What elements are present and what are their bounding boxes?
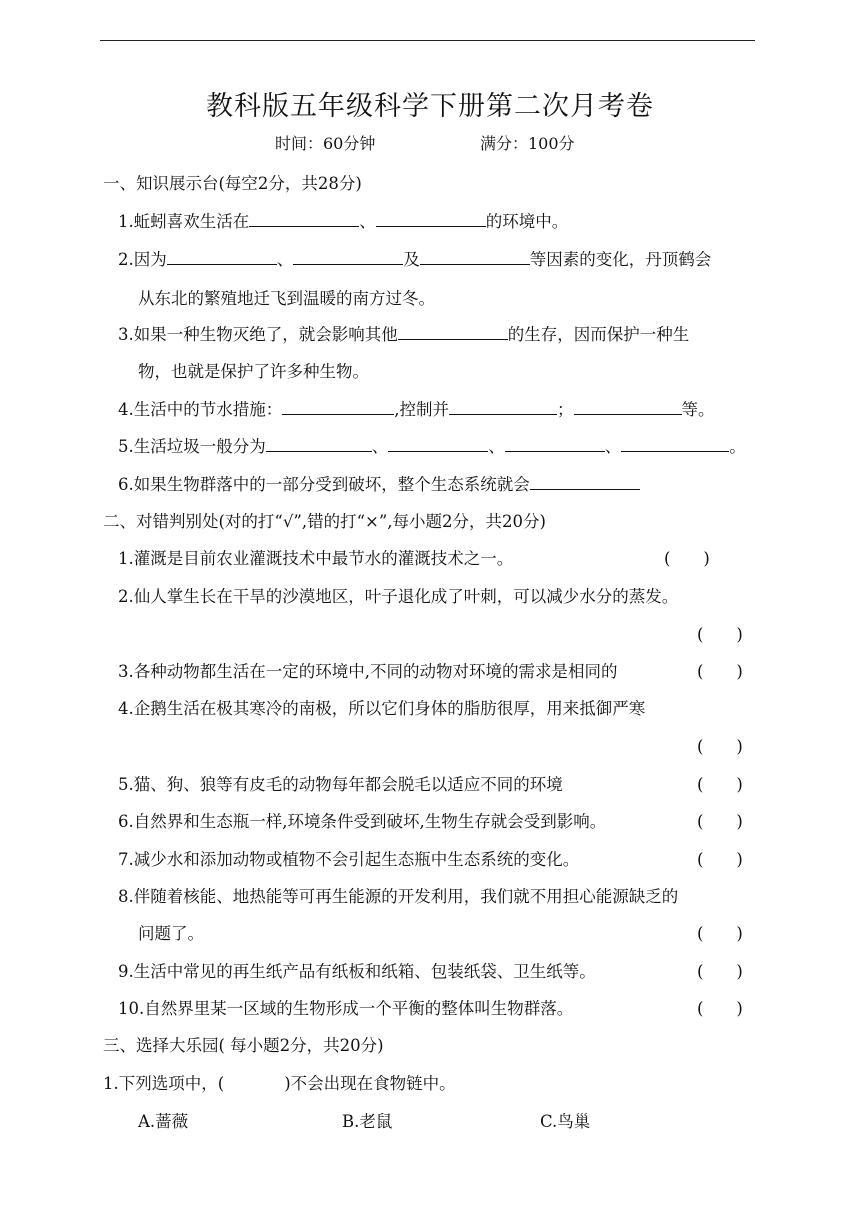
answer-blank[interactable] <box>282 397 394 415</box>
s1-q1 <box>118 208 568 232</box>
answer-paren[interactable]: ( ) <box>697 775 743 794</box>
answer-blank[interactable] <box>249 209 359 227</box>
answer-blank[interactable] <box>266 434 372 452</box>
q-text: 3.如果一种生物灭绝了，就会影响其他 <box>118 325 398 344</box>
answer-blank[interactable] <box>574 397 682 415</box>
s2-item-text: 5.猫、狗、狼等有皮毛的动物每年都会脱毛以适应不同的环境 <box>118 775 563 794</box>
s2-item-text: 2.仙人掌生长在干旱的沙漠地区，叶子退化成了叶刺，可以减少水分的蒸发。 <box>118 587 679 606</box>
q-text: ； <box>557 400 574 419</box>
q-text: ,控制并 <box>394 400 449 419</box>
answer-blank[interactable] <box>398 322 508 340</box>
s1-q2 <box>118 246 711 270</box>
answer-blank[interactable] <box>388 434 488 452</box>
s2-item-text: 3.各种动物都生活在一定的环境中,不同的动物对环境的需求是相同的 <box>118 662 618 681</box>
s1-q2-cont: 从东北的繁殖地迁飞到温暖的南方过冬。 <box>138 289 435 308</box>
s2-item-text: 10.自然界里某一区域的生物形成一个平衡的整体叫生物群落。 <box>118 999 574 1018</box>
q-text: 6.如果生物群落中的一部分受到破坏，整个生态系统就会 <box>118 475 530 494</box>
q-text: 、 <box>276 250 294 269</box>
q-text: )不会出现在食物链中。 <box>284 1074 456 1093</box>
q-text: 1.下列选项中，( <box>103 1074 225 1093</box>
s1-q4 <box>118 396 715 420</box>
answer-paren[interactable]: ( ) <box>697 962 743 981</box>
answer-paren[interactable]: ( ) <box>664 549 710 568</box>
exam-time: 时间：60分钟 <box>275 134 376 153</box>
q-text: 等因素的变化，丹顶鹤会 <box>529 250 712 269</box>
exam-title: 教科版五年级科学下册第二次月考卷 <box>206 91 654 122</box>
section3-heading: 三、选择大乐园( 每小题2分，共20分) <box>103 1036 384 1055</box>
s1-q3-cont: 物，也就是保护了许多种生物。 <box>138 362 369 381</box>
answer-blank[interactable] <box>621 434 729 452</box>
option-b[interactable]: B.老鼠 <box>342 1112 393 1131</box>
answer-paren[interactable]: ( ) <box>697 737 743 756</box>
s1-q5 <box>118 433 746 457</box>
s3-q1 <box>103 1070 456 1094</box>
answer-paren[interactable]: ( ) <box>697 999 743 1018</box>
s1-q6 <box>118 471 640 495</box>
q-text: 、 <box>371 437 389 456</box>
q-text: 的生存，因而保护一种生 <box>507 325 690 344</box>
q-text: 4.生活中的节水措施： <box>118 400 283 419</box>
q-text: 、 <box>488 437 505 456</box>
answer-blank[interactable] <box>376 209 486 227</box>
q-text: 。 <box>729 437 746 456</box>
q-text: 及 <box>403 250 420 269</box>
s1-q3 <box>118 321 689 345</box>
answer-paren[interactable]: ( ) <box>697 812 743 831</box>
s2-item-text-cont: 问题了。 <box>138 924 204 943</box>
answer-paren[interactable]: ( ) <box>697 850 743 869</box>
q-text: 的环境中。 <box>485 212 569 231</box>
answer-paren[interactable]: ( ) <box>697 662 743 681</box>
answer-blank[interactable] <box>505 434 605 452</box>
q-text: 2.因为 <box>118 250 167 269</box>
s2-item-text: 1.灌溉是目前农业灌溉技术中最节水的灌溉技术之一。 <box>118 549 514 568</box>
s2-item-text: 7.减少水和添加动物或植物不会引起生态瓶中生态系统的变化。 <box>118 850 580 869</box>
top-rule <box>100 40 755 41</box>
answer-blank[interactable] <box>449 397 557 415</box>
section2-heading: 二、对错判别处(对的打“√”,错的打“×”,每小题2分，共20分) <box>103 512 546 531</box>
answer-blank[interactable] <box>293 247 403 265</box>
option-a[interactable]: A.蔷薇 <box>138 1112 189 1131</box>
s2-item-text: 9.生活中常见的再生纸产品有纸板和纸箱、包装纸袋、卫生纸等。 <box>118 962 596 981</box>
answer-blank[interactable] <box>530 472 640 490</box>
exam-score: 满分：100分 <box>480 134 575 153</box>
s2-item-text: 4.企鹅生活在极其寒冷的南极，所以它们身体的脂肪很厚，用来抵御严寒 <box>118 699 646 718</box>
answer-blank[interactable] <box>420 247 530 265</box>
answer-paren[interactable]: ( ) <box>697 625 743 644</box>
q-text: 、 <box>604 437 622 456</box>
q-text: 5.生活垃圾一般分为 <box>118 437 266 456</box>
q-text: 、 <box>359 212 376 231</box>
q-text: 等。 <box>681 400 715 419</box>
answer-blank[interactable] <box>167 247 277 265</box>
s2-item-text: 6.自然界和生态瓶一样,环境条件受到破坏,生物生存就会受到影响。 <box>118 812 607 831</box>
q-text: 1.蚯蚓喜欢生活在 <box>118 212 250 231</box>
s2-item-text: 8.伴随着核能、地热能等可再生能源的开发利用，我们就不用担心能源缺乏的 <box>118 887 679 906</box>
section1-heading: 一、知识展示台(每空2分，共28分) <box>103 174 362 193</box>
option-c[interactable]: C.鸟巢 <box>540 1112 591 1131</box>
answer-paren[interactable]: ( ) <box>697 924 743 943</box>
